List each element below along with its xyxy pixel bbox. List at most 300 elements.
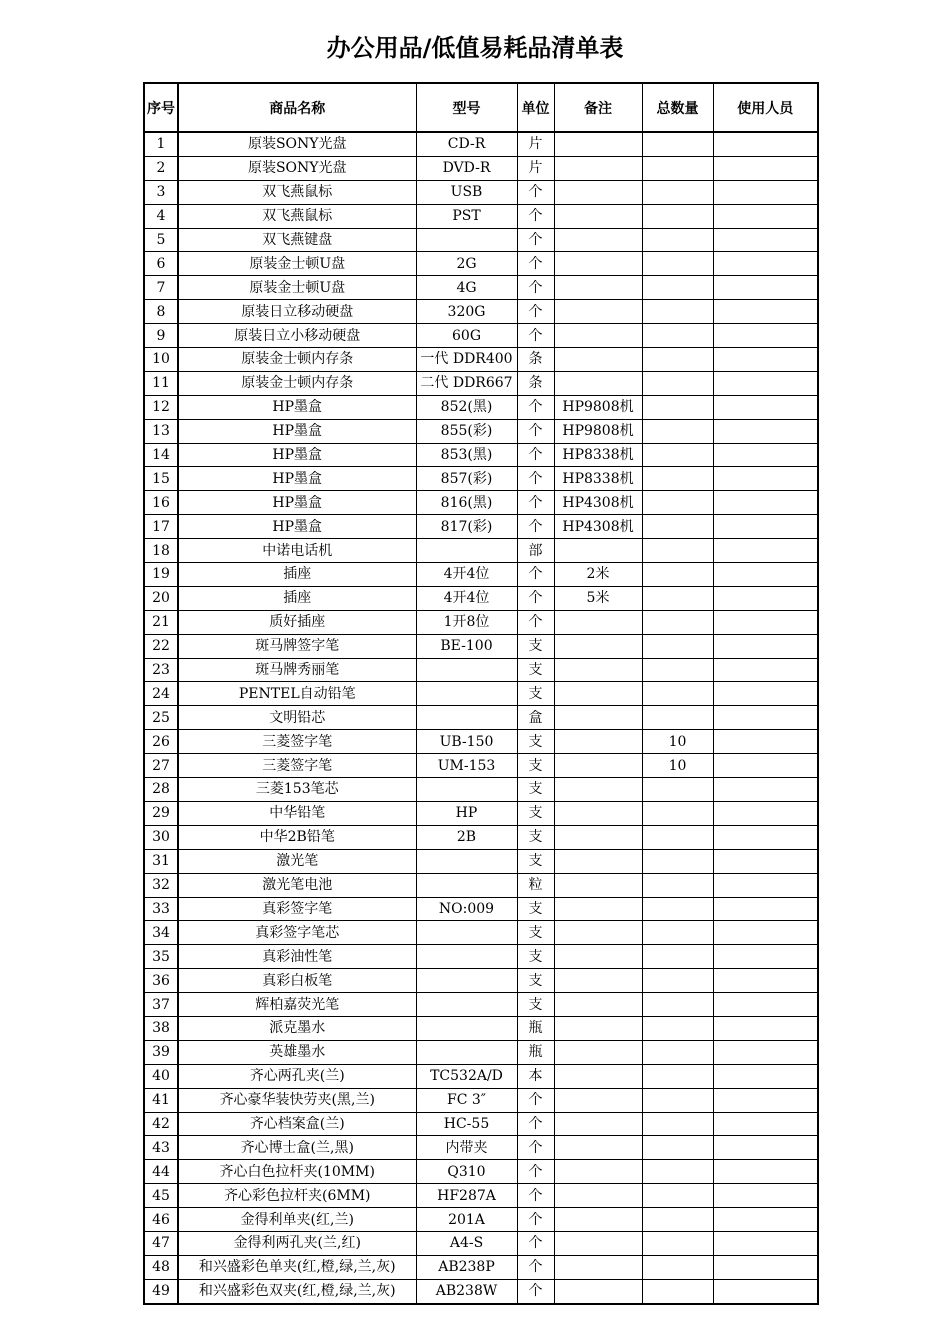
table-row	[144, 586, 818, 610]
table-row	[144, 156, 818, 180]
cell-product-name: 插座	[178, 563, 416, 587]
cell-unit: 个	[517, 610, 554, 634]
header-index: 序号	[144, 83, 178, 132]
cell-unit: 个	[517, 300, 554, 324]
cell-note	[554, 1064, 642, 1088]
header-model: 型号	[416, 83, 517, 132]
cell-product-name: 激光笔电池	[178, 873, 416, 897]
table-row	[144, 1160, 818, 1184]
cell-note	[554, 204, 642, 228]
cell-unit: 个	[517, 324, 554, 348]
cell-total-quantity	[642, 324, 713, 348]
header-note: 备注	[554, 83, 642, 132]
cell-product-name: 文明铅芯	[178, 706, 416, 730]
cell-model: 2B	[416, 825, 517, 849]
cell-index: 12	[144, 395, 178, 419]
cell-unit: 瓶	[517, 1040, 554, 1064]
cell-user	[713, 1040, 818, 1064]
table-row	[144, 921, 818, 945]
cell-index: 29	[144, 801, 178, 825]
inventory-table	[143, 82, 819, 1305]
cell-model: 4开4位	[416, 563, 517, 587]
cell-index: 17	[144, 515, 178, 539]
cell-model: 816(黑)	[416, 491, 517, 515]
cell-total-quantity	[642, 706, 713, 730]
cell-note: HP9808机	[554, 395, 642, 419]
cell-total-quantity	[642, 849, 713, 873]
cell-product-name: 双飞燕鼠标	[178, 180, 416, 204]
cell-model: BE-100	[416, 634, 517, 658]
cell-index: 3	[144, 180, 178, 204]
cell-product-name: HP墨盒	[178, 419, 416, 443]
cell-unit: 支	[517, 754, 554, 778]
cell-unit: 个	[517, 1208, 554, 1232]
cell-user	[713, 228, 818, 252]
cell-unit: 支	[517, 634, 554, 658]
cell-total-quantity	[642, 658, 713, 682]
table-row	[144, 348, 818, 372]
cell-total-quantity	[642, 252, 713, 276]
cell-total-quantity	[642, 801, 713, 825]
cell-total-quantity	[642, 156, 713, 180]
cell-total-quantity	[642, 204, 713, 228]
cell-index: 4	[144, 204, 178, 228]
cell-index: 28	[144, 778, 178, 802]
cell-unit: 个	[517, 1279, 554, 1303]
cell-product-name: 齐心豪华装快劳夹(黑,兰)	[178, 1088, 416, 1112]
cell-unit: 个	[517, 204, 554, 228]
header-unit: 单位	[517, 83, 554, 132]
cell-note	[554, 801, 642, 825]
cell-product-name: 派克墨水	[178, 1016, 416, 1040]
cell-total-quantity	[642, 491, 713, 515]
cell-unit: 部	[517, 539, 554, 563]
cell-model	[416, 706, 517, 730]
cell-user	[713, 1231, 818, 1255]
cell-model: USB	[416, 180, 517, 204]
cell-note: 2米	[554, 563, 642, 587]
cell-note	[554, 1112, 642, 1136]
cell-total-quantity	[642, 921, 713, 945]
table-row	[144, 706, 818, 730]
cell-note	[554, 300, 642, 324]
cell-unit: 支	[517, 921, 554, 945]
table-row	[144, 443, 818, 467]
cell-unit: 支	[517, 778, 554, 802]
cell-index: 45	[144, 1184, 178, 1208]
cell-model: HC-55	[416, 1112, 517, 1136]
cell-index: 39	[144, 1040, 178, 1064]
cell-unit: 支	[517, 658, 554, 682]
table-row	[144, 276, 818, 300]
cell-index: 13	[144, 419, 178, 443]
table-row	[144, 300, 818, 324]
table-row	[144, 1088, 818, 1112]
cell-product-name: 齐心彩色拉杆夹(6MM)	[178, 1184, 416, 1208]
cell-unit: 个	[517, 1088, 554, 1112]
cell-total-quantity	[642, 634, 713, 658]
cell-note	[554, 1160, 642, 1184]
cell-note	[554, 993, 642, 1017]
cell-note	[554, 1279, 642, 1303]
cell-note: HP8338机	[554, 467, 642, 491]
table-row	[144, 610, 818, 634]
cell-total-quantity	[642, 1040, 713, 1064]
cell-index: 15	[144, 467, 178, 491]
table-row	[144, 969, 818, 993]
cell-unit: 个	[517, 467, 554, 491]
table-row	[144, 491, 818, 515]
cell-unit: 支	[517, 801, 554, 825]
cell-product-name: 真彩签字笔	[178, 897, 416, 921]
cell-user	[713, 969, 818, 993]
cell-unit: 个	[517, 180, 554, 204]
cell-unit: 片	[517, 132, 554, 156]
cell-product-name: 三菱签字笔	[178, 730, 416, 754]
cell-total-quantity	[642, 371, 713, 395]
cell-model: 二代 DDR667	[416, 371, 517, 395]
cell-product-name: 和兴盛彩色双夹(红,橙,绿,兰,灰)	[178, 1279, 416, 1303]
cell-product-name: 辉柏嘉荧光笔	[178, 993, 416, 1017]
cell-product-name: PENTEL自动铅笔	[178, 682, 416, 706]
cell-product-name: 质好插座	[178, 610, 416, 634]
cell-note	[554, 1208, 642, 1232]
cell-user	[713, 324, 818, 348]
cell-unit: 支	[517, 730, 554, 754]
table-row	[144, 1064, 818, 1088]
table-row	[144, 945, 818, 969]
cell-total-quantity	[642, 132, 713, 156]
table-row	[144, 419, 818, 443]
cell-user	[713, 682, 818, 706]
cell-model: 857(彩)	[416, 467, 517, 491]
cell-model: 1开8位	[416, 610, 517, 634]
table-row	[144, 1208, 818, 1232]
cell-note	[554, 921, 642, 945]
cell-unit: 粒	[517, 873, 554, 897]
cell-model: HP	[416, 801, 517, 825]
cell-product-name: HP墨盒	[178, 467, 416, 491]
cell-note	[554, 825, 642, 849]
cell-product-name: 中华铅笔	[178, 801, 416, 825]
cell-model: AB238P	[416, 1255, 517, 1279]
cell-model: 201A	[416, 1208, 517, 1232]
cell-model: UM-153	[416, 754, 517, 778]
cell-index: 6	[144, 252, 178, 276]
cell-note	[554, 252, 642, 276]
cell-total-quantity	[642, 1160, 713, 1184]
cell-user	[713, 467, 818, 491]
cell-total-quantity	[642, 897, 713, 921]
cell-model	[416, 658, 517, 682]
cell-note: 5米	[554, 586, 642, 610]
cell-note	[554, 180, 642, 204]
table-row	[144, 778, 818, 802]
cell-index: 7	[144, 276, 178, 300]
cell-product-name: HP墨盒	[178, 443, 416, 467]
cell-user	[713, 539, 818, 563]
cell-total-quantity	[642, 300, 713, 324]
cell-product-name: 中诺电话机	[178, 539, 416, 563]
cell-model: UB-150	[416, 730, 517, 754]
cell-model	[416, 921, 517, 945]
cell-total-quantity	[642, 180, 713, 204]
table-row	[144, 682, 818, 706]
cell-index: 34	[144, 921, 178, 945]
cell-user	[713, 778, 818, 802]
cell-total-quantity	[642, 1231, 713, 1255]
cell-unit: 条	[517, 371, 554, 395]
cell-index: 11	[144, 371, 178, 395]
cell-note	[554, 539, 642, 563]
cell-model: 4G	[416, 276, 517, 300]
cell-note	[554, 156, 642, 180]
cell-user	[713, 348, 818, 372]
table-row	[144, 1016, 818, 1040]
table-row	[144, 371, 818, 395]
cell-total-quantity	[642, 1279, 713, 1303]
table-row	[144, 730, 818, 754]
cell-unit: 个	[517, 419, 554, 443]
cell-user	[713, 1136, 818, 1160]
cell-unit: 个	[517, 1160, 554, 1184]
cell-index: 9	[144, 324, 178, 348]
cell-unit: 个	[517, 1184, 554, 1208]
table-row	[144, 873, 818, 897]
cell-user	[713, 897, 818, 921]
cell-total-quantity	[642, 1184, 713, 1208]
cell-total-quantity	[642, 1255, 713, 1279]
header-user: 使用人员	[713, 83, 818, 132]
cell-note	[554, 1040, 642, 1064]
cell-user	[713, 610, 818, 634]
header-total-quantity: 总数量	[642, 83, 713, 132]
cell-user	[713, 586, 818, 610]
cell-product-name: 原装金士顿内存条	[178, 371, 416, 395]
cell-unit: 个	[517, 563, 554, 587]
table-row	[144, 1136, 818, 1160]
table-row	[144, 180, 818, 204]
cell-product-name: 齐心两孔夹(兰)	[178, 1064, 416, 1088]
cell-product-name: 真彩白板笔	[178, 969, 416, 993]
cell-unit: 个	[517, 1231, 554, 1255]
cell-note	[554, 945, 642, 969]
cell-model	[416, 1016, 517, 1040]
table-row	[144, 395, 818, 419]
cell-index: 47	[144, 1231, 178, 1255]
cell-product-name: 齐心档案盒(兰)	[178, 1112, 416, 1136]
cell-index: 40	[144, 1064, 178, 1088]
cell-index: 37	[144, 993, 178, 1017]
table-row	[144, 754, 818, 778]
cell-product-name: 双飞燕键盘	[178, 228, 416, 252]
cell-index: 44	[144, 1160, 178, 1184]
cell-note	[554, 1088, 642, 1112]
cell-total-quantity	[642, 276, 713, 300]
cell-total-quantity	[642, 443, 713, 467]
cell-user	[713, 443, 818, 467]
cell-total-quantity	[642, 515, 713, 539]
cell-model: Q310	[416, 1160, 517, 1184]
cell-index: 14	[144, 443, 178, 467]
table-row	[144, 1112, 818, 1136]
cell-user	[713, 395, 818, 419]
cell-total-quantity	[642, 682, 713, 706]
cell-model: NO:009	[416, 897, 517, 921]
cell-user	[713, 132, 818, 156]
cell-product-name: 和兴盛彩色单夹(红,橙,绿,兰,灰)	[178, 1255, 416, 1279]
cell-user	[713, 1279, 818, 1303]
table-row	[144, 993, 818, 1017]
table-row	[144, 1040, 818, 1064]
cell-model	[416, 849, 517, 873]
cell-total-quantity	[642, 993, 713, 1017]
cell-product-name: 金得利两孔夹(兰,红)	[178, 1231, 416, 1255]
cell-index: 20	[144, 586, 178, 610]
cell-unit: 个	[517, 1255, 554, 1279]
cell-model: HF287A	[416, 1184, 517, 1208]
table-row	[144, 228, 818, 252]
cell-index: 16	[144, 491, 178, 515]
cell-index: 27	[144, 754, 178, 778]
cell-user	[713, 1208, 818, 1232]
cell-total-quantity	[642, 1064, 713, 1088]
cell-total-quantity	[642, 1208, 713, 1232]
page-title: 办公用品/低值易耗品清单表	[326, 34, 624, 62]
cell-index: 46	[144, 1208, 178, 1232]
cell-model: 817(彩)	[416, 515, 517, 539]
cell-total-quantity	[642, 1016, 713, 1040]
cell-product-name: 真彩油性笔	[178, 945, 416, 969]
cell-model: AB238W	[416, 1279, 517, 1303]
cell-user	[713, 204, 818, 228]
cell-index: 41	[144, 1088, 178, 1112]
cell-unit: 瓶	[517, 1016, 554, 1040]
cell-unit: 个	[517, 252, 554, 276]
cell-user	[713, 300, 818, 324]
cell-product-name: 齐心博士盒(兰,黑)	[178, 1136, 416, 1160]
cell-model: PST	[416, 204, 517, 228]
cell-index: 22	[144, 634, 178, 658]
cell-note	[554, 634, 642, 658]
table-row	[144, 897, 818, 921]
cell-index: 24	[144, 682, 178, 706]
cell-user	[713, 825, 818, 849]
cell-note	[554, 371, 642, 395]
cell-model: 320G	[416, 300, 517, 324]
cell-product-name: 斑马牌签字笔	[178, 634, 416, 658]
cell-user	[713, 419, 818, 443]
table-row	[144, 1231, 818, 1255]
cell-model: TC532A/D	[416, 1064, 517, 1088]
cell-unit: 个	[517, 276, 554, 300]
cell-total-quantity	[642, 539, 713, 563]
table-row	[144, 801, 818, 825]
cell-user	[713, 1064, 818, 1088]
cell-note	[554, 276, 642, 300]
cell-product-name: 齐心白色拉杆夹(10MM)	[178, 1160, 416, 1184]
cell-unit: 个	[517, 515, 554, 539]
cell-user	[713, 873, 818, 897]
cell-product-name: 激光笔	[178, 849, 416, 873]
cell-user	[713, 1016, 818, 1040]
table-row	[144, 825, 818, 849]
cell-note	[554, 1184, 642, 1208]
cell-total-quantity	[642, 945, 713, 969]
cell-product-name: 插座	[178, 586, 416, 610]
table-row	[144, 204, 818, 228]
cell-product-name: 原装金士顿内存条	[178, 348, 416, 372]
cell-note	[554, 324, 642, 348]
cell-product-name: 三菱153笔芯	[178, 778, 416, 802]
cell-total-quantity: 10	[642, 754, 713, 778]
cell-user	[713, 730, 818, 754]
cell-index: 1	[144, 132, 178, 156]
cell-model: A4-S	[416, 1231, 517, 1255]
cell-index: 25	[144, 706, 178, 730]
cell-unit: 支	[517, 993, 554, 1017]
cell-product-name: 金得利单夹(红,兰)	[178, 1208, 416, 1232]
cell-user	[713, 276, 818, 300]
cell-index: 38	[144, 1016, 178, 1040]
cell-model: 4开4位	[416, 586, 517, 610]
cell-model	[416, 873, 517, 897]
cell-unit: 个	[517, 491, 554, 515]
cell-index: 33	[144, 897, 178, 921]
cell-user	[713, 706, 818, 730]
cell-note	[554, 969, 642, 993]
cell-note	[554, 706, 642, 730]
cell-total-quantity	[642, 778, 713, 802]
cell-note	[554, 1136, 642, 1160]
cell-note	[554, 754, 642, 778]
cell-index: 35	[144, 945, 178, 969]
cell-product-name: 原装金士顿U盘	[178, 252, 416, 276]
cell-total-quantity	[642, 1112, 713, 1136]
cell-note: HP9808机	[554, 419, 642, 443]
cell-index: 42	[144, 1112, 178, 1136]
cell-product-name: 原装日立小移动硬盘	[178, 324, 416, 348]
cell-model	[416, 682, 517, 706]
cell-index: 31	[144, 849, 178, 873]
cell-user	[713, 634, 818, 658]
table-row	[144, 658, 818, 682]
cell-model: 853(黑)	[416, 443, 517, 467]
cell-user	[713, 993, 818, 1017]
cell-user	[713, 921, 818, 945]
cell-index: 5	[144, 228, 178, 252]
cell-note	[554, 778, 642, 802]
cell-index: 23	[144, 658, 178, 682]
cell-note	[554, 1231, 642, 1255]
table-row	[144, 252, 818, 276]
cell-user	[713, 563, 818, 587]
cell-unit: 支	[517, 945, 554, 969]
cell-unit: 支	[517, 682, 554, 706]
cell-product-name: 原装日立移动硬盘	[178, 300, 416, 324]
table-row	[144, 539, 818, 563]
cell-model	[416, 228, 517, 252]
table-row	[144, 324, 818, 348]
cell-index: 36	[144, 969, 178, 993]
cell-note	[554, 1016, 642, 1040]
cell-unit: 个	[517, 443, 554, 467]
cell-unit: 支	[517, 849, 554, 873]
cell-index: 8	[144, 300, 178, 324]
cell-note	[554, 132, 642, 156]
cell-unit: 盒	[517, 706, 554, 730]
table-row	[144, 467, 818, 491]
